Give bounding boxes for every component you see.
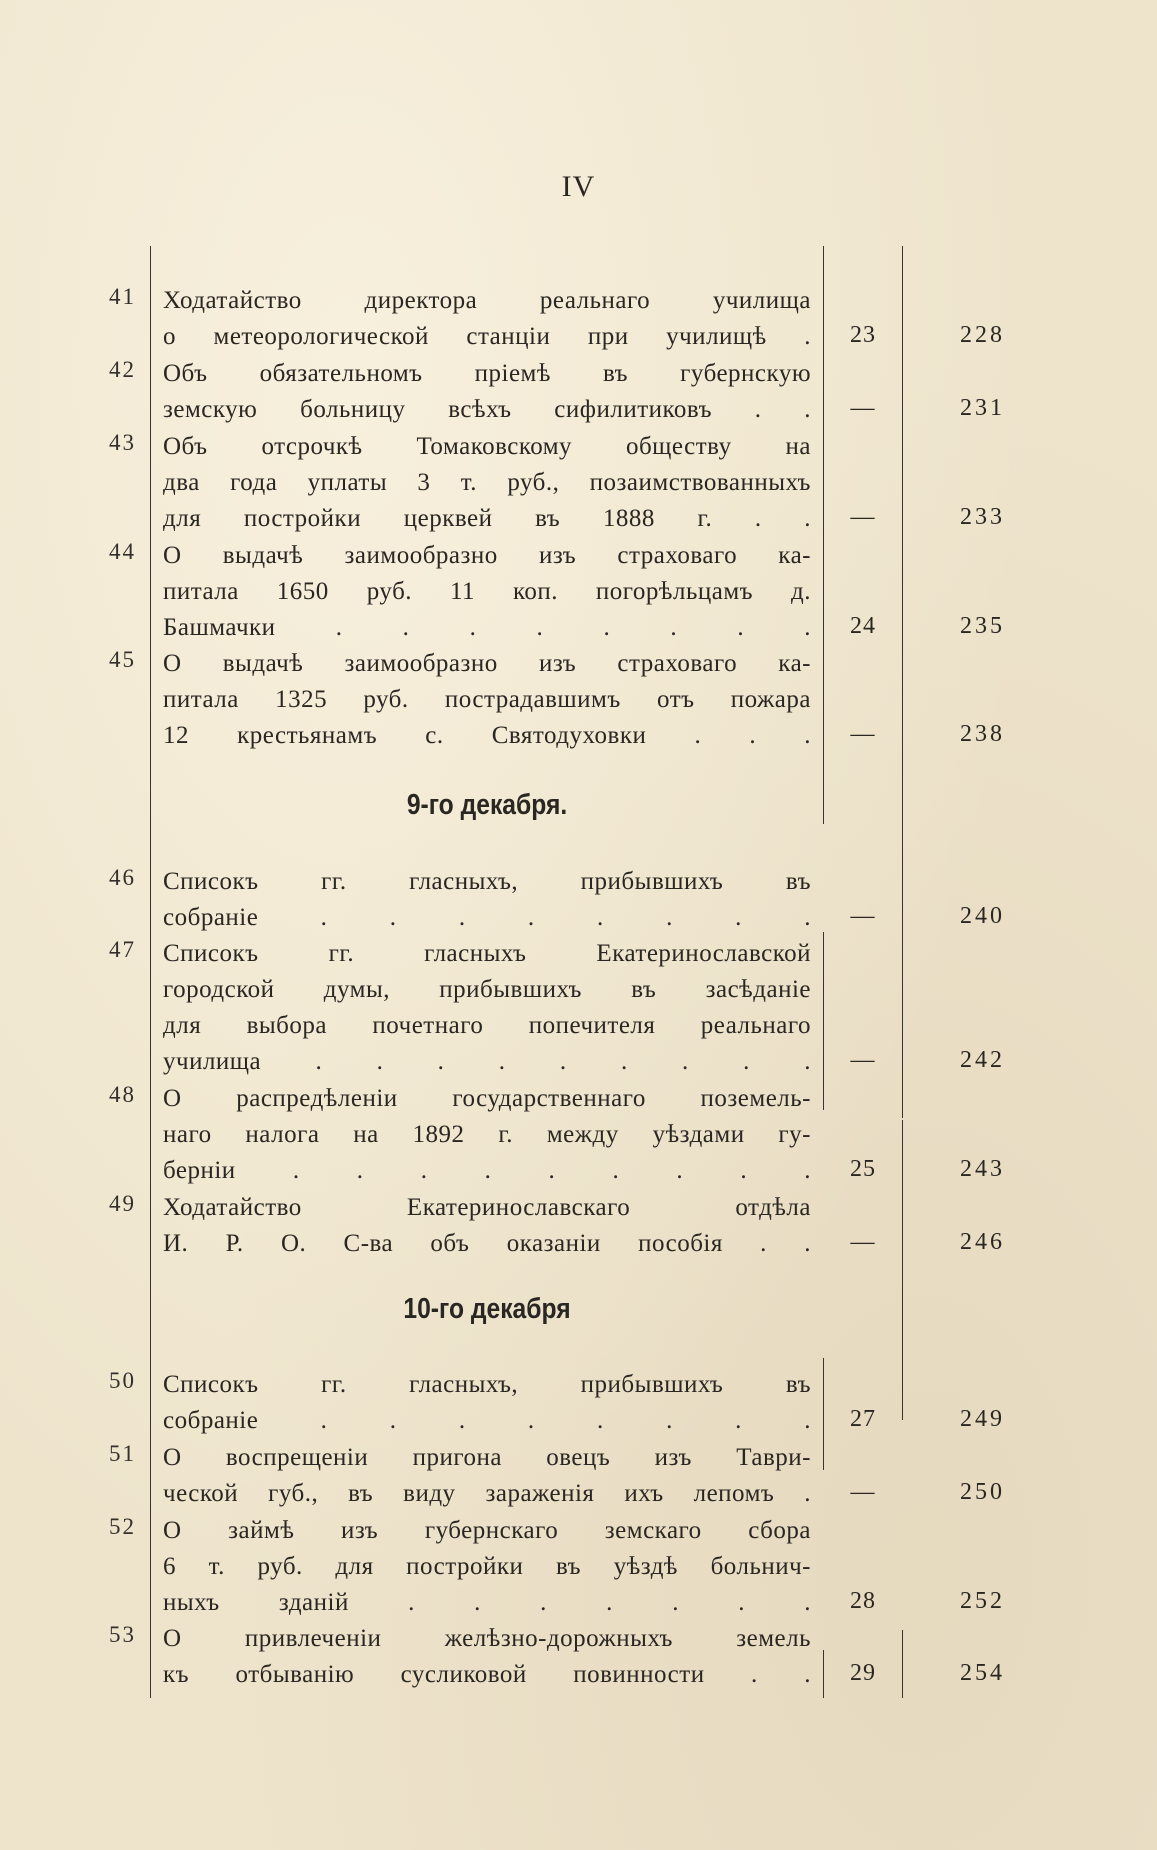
entry-text-line: И. Р. О. С-ва объ оказаніи пособія . .	[163, 1230, 811, 1257]
entry-text-line: Списокъ гг. гласныхъ, прибывшихъ въ	[163, 1371, 811, 1398]
entry-column-1: —	[850, 903, 876, 929]
entry-column-1: 28	[850, 1588, 876, 1614]
entry-number: 48	[109, 1082, 136, 1107]
entry-number: 41	[109, 284, 136, 309]
entry-page-number: 235	[960, 613, 1005, 639]
entry-number: 42	[109, 357, 136, 382]
entry-text-line: Объ обязательномъ пріемѣ въ губернскую	[163, 360, 811, 387]
entry-page-number: 252	[960, 1588, 1005, 1614]
entry-text-line: собраніе . . . . . . . .	[163, 904, 811, 931]
entry-number: 53	[109, 1622, 136, 1647]
entry-number: 47	[109, 937, 136, 962]
entry-column-1: —	[850, 1479, 876, 1505]
entry-text-line: для выбора почетнаго попечителя реальнаго	[163, 1012, 811, 1039]
entry-text-line: городской думы, прибывшихъ въ засѣданіе	[163, 976, 811, 1003]
entry-number: 51	[109, 1441, 136, 1466]
column-rule-right	[902, 1630, 903, 1698]
entry-page-number: 243	[960, 1156, 1005, 1182]
entry-column-1: —	[850, 1229, 876, 1255]
page-folio: IV	[561, 170, 596, 203]
entry-column-1: 25	[850, 1156, 876, 1182]
entry-number: 46	[109, 865, 136, 890]
entry-text-line: о метеорологической станціи при училищѣ .	[163, 323, 811, 350]
entry-text-line: ныхъ зданій . . . . . . .	[163, 1589, 811, 1616]
column-rule-right	[902, 246, 903, 1118]
entry-column-1: 27	[850, 1406, 876, 1432]
section-heading-date: 10-го декабря	[403, 1293, 571, 1325]
entry-text-line: Ходатайство Екатеринославскаго отдѣла	[163, 1194, 811, 1221]
column-rule-middle	[823, 932, 824, 1110]
entry-page-number: 242	[960, 1047, 1005, 1073]
entry-text-line: питала 1650 руб. 11 коп. погорѣльцамъ д.	[163, 578, 811, 605]
column-rule-right	[902, 1120, 903, 1420]
entry-number: 45	[109, 647, 136, 672]
entry-column-1: 24	[850, 613, 876, 639]
entry-page-number: 249	[960, 1406, 1005, 1432]
entry-number: 49	[109, 1191, 136, 1216]
entry-column-1: —	[850, 721, 876, 747]
entry-number: 44	[109, 539, 136, 564]
entry-number: 43	[109, 430, 136, 455]
entry-text-line: ческой губ., въ виду зараженія ихъ лепомъ .	[163, 1480, 811, 1507]
entry-text-line: 12 крестьянамъ с. Святодуховки . . .	[163, 722, 811, 749]
entry-page-number: 250	[960, 1479, 1005, 1505]
section-heading-date: 9-го декабря.	[406, 789, 568, 821]
entry-text-line: наго налога на 1892 г. между уѣздами гу-	[163, 1121, 811, 1148]
entry-text-line: берніи . . . . . . . . .	[163, 1157, 811, 1184]
entry-text-line: Ходатайство директора реальнаго училища	[163, 287, 811, 314]
column-rule-left	[150, 246, 151, 1698]
column-rule-middle	[823, 1650, 824, 1698]
entry-page-number: 240	[960, 903, 1005, 929]
entry-text-line: Башмачки . . . . . . . .	[163, 614, 811, 641]
entry-column-1: 23	[850, 322, 876, 348]
entry-page-number: 254	[960, 1660, 1005, 1686]
entry-page-number: 246	[960, 1229, 1005, 1255]
entry-column-1: —	[850, 395, 876, 421]
entry-number: 52	[109, 1514, 136, 1539]
entry-text-line: О выдачѣ заимообразно изъ страховаго ка-	[163, 542, 811, 569]
entry-text-line: собраніе . . . . . . . .	[163, 1407, 811, 1434]
entry-text-line: О займѣ изъ губернскаго земскаго сбора	[163, 1517, 811, 1544]
entry-text-line: О привлеченіи желѣзно-дорожныхъ земель	[163, 1625, 811, 1652]
entry-text-line: къ отбыванію сусликовой повинности . .	[163, 1661, 811, 1688]
entry-page-number: 233	[960, 504, 1005, 530]
entry-text-line: О распредѣленіи государственнаго поземель-	[163, 1085, 811, 1112]
entry-page-number: 238	[960, 721, 1005, 747]
entry-text-line: О выдачѣ заимообразно изъ страховаго ка-	[163, 650, 811, 677]
column-rule-middle	[823, 246, 824, 824]
entry-column-1: 29	[850, 1660, 876, 1686]
entry-text-line: для постройки церквей въ 1888 г. . .	[163, 505, 811, 532]
entry-text-line: питала 1325 руб. пострадавшимъ отъ пожара	[163, 686, 811, 713]
entry-column-1: —	[850, 504, 876, 530]
column-rule-middle	[823, 1358, 824, 1470]
entry-text-line: Объ отсрочкѣ Томаковскому обществу на	[163, 433, 811, 460]
entry-text-line: училища . . . . . . . . .	[163, 1048, 811, 1075]
entry-column-1: —	[850, 1047, 876, 1073]
entry-text-line: Списокъ гг. гласныхъ, прибывшихъ въ	[163, 868, 811, 895]
entry-text-line: два года уплаты 3 т. руб., позаимствованныхъ	[163, 469, 811, 496]
entry-page-number: 231	[960, 395, 1005, 421]
entry-text-line: 6 т. руб. для постройки въ уѣздѣ больнич-	[163, 1553, 811, 1580]
entry-text-line: Списокъ гг. гласныхъ Екатеринославской	[163, 940, 811, 967]
entry-number: 50	[109, 1368, 136, 1393]
entry-page-number: 228	[960, 322, 1005, 348]
entry-text-line: О воспрещеніи пригона овецъ изъ Таври-	[163, 1444, 811, 1471]
entry-text-line: земскую больницу всѣхъ сифилитиковъ . .	[163, 396, 811, 423]
